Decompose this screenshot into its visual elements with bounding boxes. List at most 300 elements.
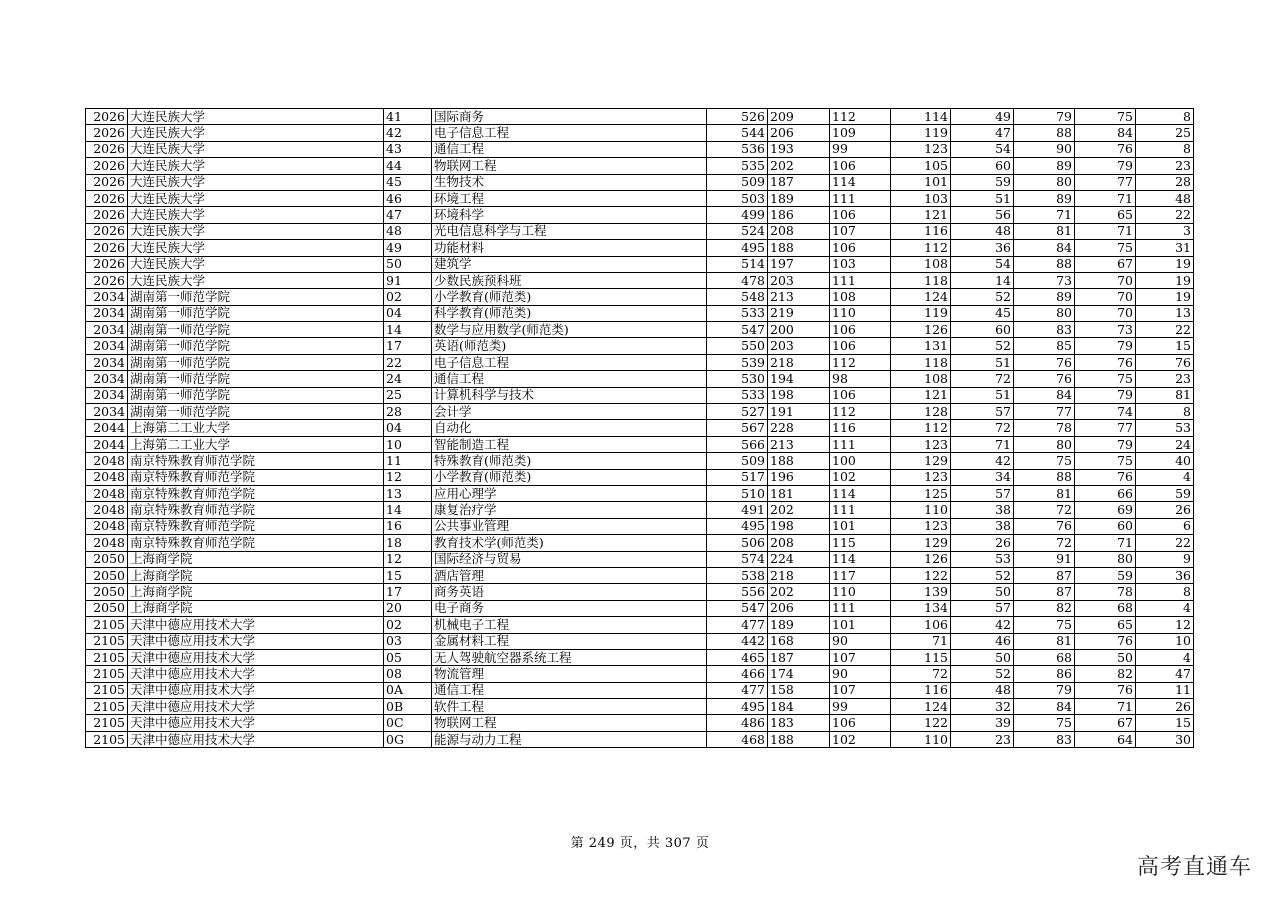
major-code-cell: 14 (384, 322, 432, 338)
cell-a: 219 (768, 305, 830, 321)
major-code-cell: 08 (384, 666, 432, 682)
cell-f: 76 (1075, 633, 1136, 649)
cell-f: 59 (1075, 567, 1136, 583)
total-cell: 517 (707, 469, 768, 485)
cell-e: 79 (1014, 682, 1075, 698)
cell-g: 12 (1136, 617, 1194, 633)
cell-a: 202 (768, 158, 830, 174)
cell-d: 51 (951, 354, 1014, 370)
table-row (86, 141, 1194, 157)
total-cell: 465 (707, 649, 768, 665)
major-code-cell: 49 (384, 240, 432, 256)
major-name-cell: 康复治疗学 (432, 502, 707, 518)
major-code-cell: 20 (384, 600, 432, 616)
total-cell: 566 (707, 436, 768, 452)
cell-c: 129 (891, 535, 951, 551)
code-cell: 2048 (86, 535, 128, 551)
cell-c: 112 (891, 420, 951, 436)
major-name-cell: 环境科学 (432, 207, 707, 223)
major-name-cell: 物联网工程 (432, 715, 707, 731)
code-cell: 2105 (86, 715, 128, 731)
cell-a: 218 (768, 354, 830, 370)
table-row (86, 518, 1194, 534)
cell-a: 184 (768, 699, 830, 715)
cell-g: 8 (1136, 109, 1194, 125)
cell-a: 202 (768, 502, 830, 518)
cell-d: 72 (951, 371, 1014, 387)
cell-g: 28 (1136, 174, 1194, 190)
school-cell: 湖南第一师范学院 (128, 338, 384, 354)
school-cell: 大连民族大学 (128, 190, 384, 206)
cell-e: 89 (1014, 158, 1075, 174)
cell-a: 198 (768, 518, 830, 534)
total-cell: 574 (707, 551, 768, 567)
major-code-cell: 25 (384, 387, 432, 403)
cell-d: 57 (951, 485, 1014, 501)
code-cell: 2105 (86, 731, 128, 747)
code-cell: 2105 (86, 682, 128, 698)
cell-b: 102 (830, 469, 891, 485)
cell-a: 183 (768, 715, 830, 731)
table-row (86, 535, 1194, 551)
cell-a: 196 (768, 469, 830, 485)
major-name-cell: 软件工程 (432, 699, 707, 715)
cell-g: 23 (1136, 371, 1194, 387)
cell-g: 59 (1136, 485, 1194, 501)
major-code-cell: 50 (384, 256, 432, 272)
major-name-cell: 特殊教育(师范类) (432, 453, 707, 469)
cell-d: 49 (951, 109, 1014, 125)
cell-c: 105 (891, 158, 951, 174)
cell-g: 19 (1136, 289, 1194, 305)
code-cell: 2026 (86, 256, 128, 272)
cell-d: 50 (951, 649, 1014, 665)
cell-c: 110 (891, 731, 951, 747)
major-code-cell: 45 (384, 174, 432, 190)
major-name-cell: 通信工程 (432, 371, 707, 387)
table-row (86, 305, 1194, 321)
cell-d: 47 (951, 125, 1014, 141)
cell-e: 80 (1014, 174, 1075, 190)
major-code-cell: 13 (384, 485, 432, 501)
cell-a: 203 (768, 272, 830, 288)
cell-g: 30 (1136, 731, 1194, 747)
school-cell: 南京特殊教育师范学院 (128, 453, 384, 469)
cell-a: 208 (768, 535, 830, 551)
school-cell: 湖南第一师范学院 (128, 305, 384, 321)
cell-a: 218 (768, 567, 830, 583)
cell-a: 200 (768, 322, 830, 338)
cell-f: 67 (1075, 256, 1136, 272)
major-name-cell: 电子商务 (432, 600, 707, 616)
cell-g: 22 (1136, 207, 1194, 223)
total-cell: 524 (707, 223, 768, 239)
major-code-cell: 04 (384, 420, 432, 436)
cell-f: 66 (1075, 485, 1136, 501)
cell-d: 23 (951, 731, 1014, 747)
cell-a: 206 (768, 125, 830, 141)
major-code-cell: 0G (384, 731, 432, 747)
cell-f: 71 (1075, 699, 1136, 715)
total-cell: 486 (707, 715, 768, 731)
cell-f: 70 (1075, 272, 1136, 288)
cell-c: 116 (891, 223, 951, 239)
cell-c: 119 (891, 305, 951, 321)
cell-f: 76 (1075, 141, 1136, 157)
total-cell: 442 (707, 633, 768, 649)
major-name-cell: 计算机科学与技术 (432, 387, 707, 403)
school-cell: 大连民族大学 (128, 174, 384, 190)
table-row (86, 551, 1194, 567)
cell-c: 122 (891, 567, 951, 583)
code-cell: 2044 (86, 420, 128, 436)
major-code-cell: 11 (384, 453, 432, 469)
total-cell: 548 (707, 289, 768, 305)
table-row (86, 272, 1194, 288)
cell-b: 101 (830, 518, 891, 534)
cell-e: 91 (1014, 551, 1075, 567)
school-cell: 天津中德应用技术大学 (128, 649, 384, 665)
cell-b: 117 (830, 567, 891, 583)
major-code-cell: 16 (384, 518, 432, 534)
total-cell: 544 (707, 125, 768, 141)
school-cell: 南京特殊教育师范学院 (128, 485, 384, 501)
cell-f: 77 (1075, 174, 1136, 190)
school-cell: 湖南第一师范学院 (128, 387, 384, 403)
cell-f: 60 (1075, 518, 1136, 534)
cell-g: 4 (1136, 649, 1194, 665)
table-row (86, 190, 1194, 206)
cell-d: 39 (951, 715, 1014, 731)
total-cell: 495 (707, 518, 768, 534)
major-code-cell: 47 (384, 207, 432, 223)
cell-a: 194 (768, 371, 830, 387)
cell-c: 124 (891, 289, 951, 305)
cell-b: 111 (830, 436, 891, 452)
table-row (86, 420, 1194, 436)
school-cell: 大连民族大学 (128, 223, 384, 239)
cell-d: 42 (951, 453, 1014, 469)
cell-f: 74 (1075, 404, 1136, 420)
table-row (86, 666, 1194, 682)
major-name-cell: 少数民族预科班 (432, 272, 707, 288)
cell-c: 131 (891, 338, 951, 354)
cell-b: 112 (830, 354, 891, 370)
school-cell: 湖南第一师范学院 (128, 354, 384, 370)
cell-f: 75 (1075, 240, 1136, 256)
total-cell: 495 (707, 240, 768, 256)
cell-f: 50 (1075, 649, 1136, 665)
cell-e: 73 (1014, 272, 1075, 288)
school-cell: 南京特殊教育师范学院 (128, 469, 384, 485)
cell-d: 57 (951, 600, 1014, 616)
cell-c: 103 (891, 190, 951, 206)
cell-c: 108 (891, 371, 951, 387)
table-row (86, 600, 1194, 616)
cell-f: 79 (1075, 436, 1136, 452)
cell-c: 121 (891, 387, 951, 403)
cell-g: 26 (1136, 699, 1194, 715)
cell-b: 90 (830, 666, 891, 682)
cell-e: 72 (1014, 535, 1075, 551)
cell-g: 40 (1136, 453, 1194, 469)
cell-g: 15 (1136, 338, 1194, 354)
cell-b: 106 (830, 158, 891, 174)
cell-g: 6 (1136, 518, 1194, 534)
total-cell: 536 (707, 141, 768, 157)
cell-d: 52 (951, 666, 1014, 682)
cell-b: 108 (830, 289, 891, 305)
cell-g: 19 (1136, 256, 1194, 272)
cell-g: 48 (1136, 190, 1194, 206)
school-cell: 南京特殊教育师范学院 (128, 518, 384, 534)
cell-a: 213 (768, 289, 830, 305)
cell-e: 83 (1014, 731, 1075, 747)
total-cell: 535 (707, 158, 768, 174)
code-cell: 2048 (86, 469, 128, 485)
major-name-cell: 电子信息工程 (432, 354, 707, 370)
cell-d: 60 (951, 322, 1014, 338)
cell-a: 213 (768, 436, 830, 452)
major-name-cell: 能源与动力工程 (432, 731, 707, 747)
cell-b: 101 (830, 617, 891, 633)
school-cell: 大连民族大学 (128, 158, 384, 174)
total-cell: 466 (707, 666, 768, 682)
cell-d: 34 (951, 469, 1014, 485)
total-cell: 509 (707, 453, 768, 469)
total-cell: 533 (707, 305, 768, 321)
code-cell: 2048 (86, 453, 128, 469)
cell-e: 77 (1014, 404, 1075, 420)
table-row (86, 207, 1194, 223)
major-code-cell: 17 (384, 338, 432, 354)
cell-b: 106 (830, 387, 891, 403)
table-row (86, 174, 1194, 190)
cell-f: 64 (1075, 731, 1136, 747)
cell-b: 98 (830, 371, 891, 387)
total-cell: 539 (707, 354, 768, 370)
major-code-cell: 03 (384, 633, 432, 649)
cell-c: 106 (891, 617, 951, 633)
cell-d: 38 (951, 502, 1014, 518)
code-cell: 2034 (86, 371, 128, 387)
cell-f: 79 (1075, 387, 1136, 403)
cell-f: 76 (1075, 469, 1136, 485)
cell-g: 19 (1136, 272, 1194, 288)
table-row (86, 387, 1194, 403)
cell-c: 118 (891, 272, 951, 288)
cell-e: 72 (1014, 502, 1075, 518)
major-name-cell: 商务英语 (432, 584, 707, 600)
school-cell: 天津中德应用技术大学 (128, 666, 384, 682)
cell-e: 80 (1014, 305, 1075, 321)
cell-g: 81 (1136, 387, 1194, 403)
cell-f: 70 (1075, 289, 1136, 305)
cell-d: 50 (951, 584, 1014, 600)
table-row (86, 584, 1194, 600)
cell-b: 106 (830, 338, 891, 354)
code-cell: 2105 (86, 633, 128, 649)
code-cell: 2105 (86, 666, 128, 682)
major-code-cell: 46 (384, 190, 432, 206)
table-row (86, 485, 1194, 501)
table-body (86, 109, 1194, 748)
cell-a: 208 (768, 223, 830, 239)
school-cell: 南京特殊教育师范学院 (128, 535, 384, 551)
school-cell: 天津中德应用技术大学 (128, 633, 384, 649)
total-cell: 468 (707, 731, 768, 747)
code-cell: 2044 (86, 436, 128, 452)
cell-b: 112 (830, 404, 891, 420)
cell-c: 125 (891, 485, 951, 501)
total-cell: 527 (707, 404, 768, 420)
cell-b: 99 (830, 141, 891, 157)
cell-c: 112 (891, 240, 951, 256)
major-name-cell: 物流管理 (432, 666, 707, 682)
major-code-cell: 10 (384, 436, 432, 452)
cell-g: 4 (1136, 600, 1194, 616)
major-name-cell: 光电信息科学与工程 (432, 223, 707, 239)
school-cell: 大连民族大学 (128, 125, 384, 141)
school-cell: 上海商学院 (128, 584, 384, 600)
cell-e: 81 (1014, 485, 1075, 501)
major-name-cell: 生物技术 (432, 174, 707, 190)
major-name-cell: 机械电子工程 (432, 617, 707, 633)
school-cell: 大连民族大学 (128, 141, 384, 157)
cell-d: 71 (951, 436, 1014, 452)
cell-a: 209 (768, 109, 830, 125)
table-row (86, 502, 1194, 518)
school-cell: 大连民族大学 (128, 109, 384, 125)
major-name-cell: 会计学 (432, 404, 707, 420)
major-code-cell: 24 (384, 371, 432, 387)
cell-e: 68 (1014, 649, 1075, 665)
cell-e: 85 (1014, 338, 1075, 354)
cell-f: 71 (1075, 223, 1136, 239)
cell-d: 51 (951, 387, 1014, 403)
cell-g: 36 (1136, 567, 1194, 583)
cell-e: 82 (1014, 600, 1075, 616)
total-cell: 514 (707, 256, 768, 272)
cell-c: 128 (891, 404, 951, 420)
table-row (86, 125, 1194, 141)
cell-f: 79 (1075, 158, 1136, 174)
total-cell: 503 (707, 190, 768, 206)
major-name-cell: 无人驾驶航空器系统工程 (432, 649, 707, 665)
cell-d: 59 (951, 174, 1014, 190)
cell-f: 76 (1075, 682, 1136, 698)
cell-f: 65 (1075, 207, 1136, 223)
table-row (86, 404, 1194, 420)
cell-c: 139 (891, 584, 951, 600)
page-footer: 第 249 页，共 307 页 (570, 836, 710, 851)
cell-e: 89 (1014, 190, 1075, 206)
cell-c: 110 (891, 502, 951, 518)
table-row (86, 256, 1194, 272)
code-cell: 2026 (86, 141, 128, 157)
cell-b: 114 (830, 174, 891, 190)
code-cell: 2034 (86, 322, 128, 338)
code-cell: 2048 (86, 502, 128, 518)
cell-b: 111 (830, 502, 891, 518)
table-row (86, 715, 1194, 731)
cell-c: 116 (891, 682, 951, 698)
table-row (86, 699, 1194, 715)
cell-b: 106 (830, 207, 891, 223)
cell-f: 65 (1075, 617, 1136, 633)
cell-a: 158 (768, 682, 830, 698)
cell-a: 197 (768, 256, 830, 272)
table-row (86, 453, 1194, 469)
code-cell: 2105 (86, 699, 128, 715)
table-row (86, 354, 1194, 370)
school-cell: 湖南第一师范学院 (128, 289, 384, 305)
cell-c: 134 (891, 600, 951, 616)
cell-g: 22 (1136, 322, 1194, 338)
major-code-cell: 48 (384, 223, 432, 239)
school-cell: 天津中德应用技术大学 (128, 715, 384, 731)
major-name-cell: 国际经济与贸易 (432, 551, 707, 567)
cell-b: 90 (830, 633, 891, 649)
major-code-cell: 02 (384, 617, 432, 633)
major-name-cell: 物联网工程 (432, 158, 707, 174)
cell-f: 71 (1075, 535, 1136, 551)
major-code-cell: 18 (384, 535, 432, 551)
school-cell: 天津中德应用技术大学 (128, 617, 384, 633)
cell-e: 76 (1014, 371, 1075, 387)
table-row (86, 436, 1194, 452)
cell-a: 181 (768, 485, 830, 501)
code-cell: 2026 (86, 125, 128, 141)
cell-a: 206 (768, 600, 830, 616)
cell-e: 88 (1014, 125, 1075, 141)
major-code-cell: 14 (384, 502, 432, 518)
cell-a: 189 (768, 617, 830, 633)
code-cell: 2026 (86, 207, 128, 223)
cell-d: 52 (951, 567, 1014, 583)
cell-d: 26 (951, 535, 1014, 551)
cell-b: 110 (830, 305, 891, 321)
table-row (86, 338, 1194, 354)
code-cell: 2048 (86, 518, 128, 534)
cell-g: 8 (1136, 141, 1194, 157)
total-cell: 530 (707, 371, 768, 387)
cell-e: 89 (1014, 289, 1075, 305)
code-cell: 2034 (86, 404, 128, 420)
code-cell: 2026 (86, 272, 128, 288)
total-cell: 567 (707, 420, 768, 436)
cell-a: 228 (768, 420, 830, 436)
cell-f: 70 (1075, 305, 1136, 321)
cell-a: 188 (768, 731, 830, 747)
cell-g: 8 (1136, 584, 1194, 600)
cell-d: 57 (951, 404, 1014, 420)
cell-e: 75 (1014, 617, 1075, 633)
school-cell: 天津中德应用技术大学 (128, 682, 384, 698)
code-cell: 2048 (86, 485, 128, 501)
major-name-cell: 公共事业管理 (432, 518, 707, 534)
cell-c: 108 (891, 256, 951, 272)
cell-g: 9 (1136, 551, 1194, 567)
cell-g: 24 (1136, 436, 1194, 452)
code-cell: 2034 (86, 289, 128, 305)
cell-b: 110 (830, 584, 891, 600)
cell-d: 51 (951, 190, 1014, 206)
cell-a: 187 (768, 649, 830, 665)
school-cell: 大连民族大学 (128, 207, 384, 223)
cell-a: 174 (768, 666, 830, 682)
total-cell: 499 (707, 207, 768, 223)
